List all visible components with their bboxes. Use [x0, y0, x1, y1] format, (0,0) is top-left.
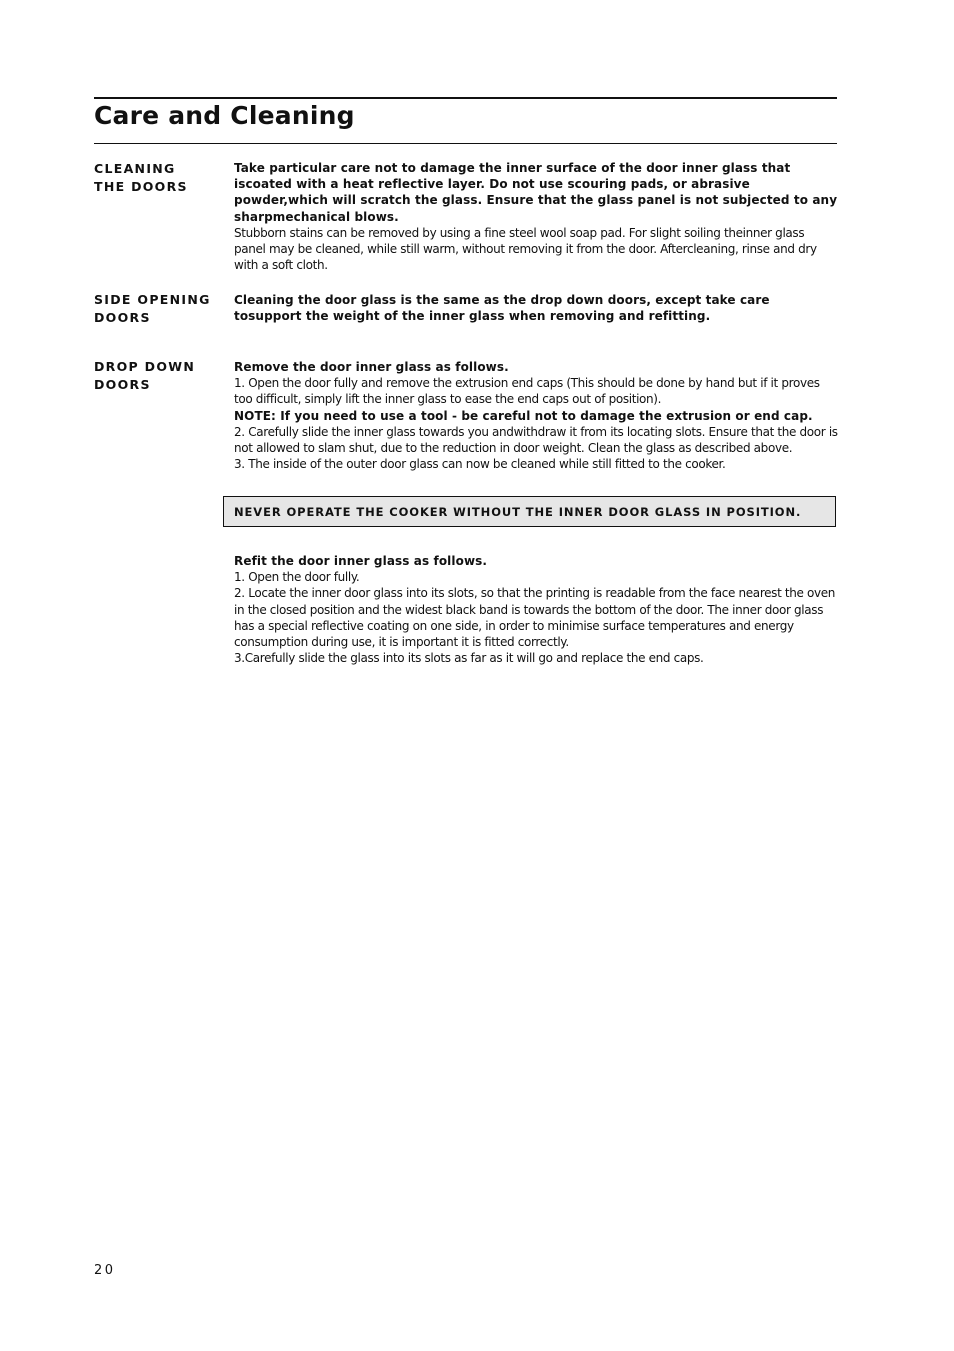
header-top-rule [94, 97, 837, 99]
section-body-cleaning [234, 160, 838, 273]
refit-heading: Refit the door inner glass as follows. [234, 554, 488, 568]
remove-step-2: 2. Carefully slide the inner glass towards you andwithdraw it from its locating slots. Ensure that the door is not allowed to slam shut, due to the reduction in door weight. Clean the glass as described above. [234, 424, 838, 456]
warning-box [223, 496, 836, 527]
side-opening-text: Cleaning the door glass is the same as the drop down doors, except take care tosupport the weight of the inner glass when removing and refitting. [234, 293, 770, 324]
cleaning-warning-text: Take particular care not to damage the inner surface of the door inner glass that iscoated with a heat reflective layer. Do not use scouring pads, or abrasive powder,which will scratch the glass. Ensure that the glass panel is not subjected to any sharpmechanical blows. [234, 161, 838, 224]
cleaning-instructions-text: Stubborn stains can be removed by using a fine steel wool soap pad. For slight soiling theinner glass panel may be cleaned, while still warm, without removing it from the door. Aftercleaning, rinse and dry with a soft cloth. [234, 225, 817, 273]
label-line: SIDE OPENING [94, 292, 211, 307]
label-line: DOORS [94, 376, 151, 392]
label-line: DROP DOWN [94, 359, 196, 374]
label-line: DOORS [94, 309, 151, 325]
section-body-drop-down-refit [234, 553, 838, 666]
page-number: 20 [94, 1263, 116, 1278]
label-line: CLEANING [94, 161, 176, 176]
section-body-drop-down-remove [234, 359, 838, 472]
warning-text: NEVER OPERATE THE COOKER WITHOUT THE INNER DOOR GLASS IN POSITION. [234, 505, 802, 519]
section-label-drop-down [94, 358, 224, 393]
refit-step-1: 1. Open the door fully. [234, 570, 360, 585]
refit-step-2: 2. Locate the inner door glass into its slots, so that the printing is readable from the face nearest the oven in the closed position and the widest black band is towards the bottom of the door. The inner door glass has a special reflective coating on one side, in order to minimise surface temperatures and energy consumption during use, it is important it is fitted correctly. [234, 586, 836, 650]
section-label-side-opening [94, 291, 224, 326]
remove-step-3: 3. The inside of the outer door glass can now be cleaned while still fitted to the cooker. [234, 457, 726, 472]
remove-heading: Remove the door inner glass as follows. [234, 360, 509, 374]
header-bottom-rule [94, 143, 837, 144]
section-label-cleaning [94, 160, 224, 195]
label-line: THE DOORS [94, 178, 188, 194]
section-body-side-opening [234, 292, 838, 324]
page-title: Care and Cleaning [94, 101, 355, 130]
remove-step-1: 1. Open the door fully and remove the extrusion end caps (This should be done by hand but if it proves too difficult, simply lift the inner glass to ease the end caps out of position). [234, 376, 820, 407]
refit-step-3: 3.Carefully slide the glass into its slots as far as it will go and replace the end caps. [234, 651, 704, 666]
remove-note: NOTE: If you need to use a tool - be careful not to damage the extrusion or end cap. [234, 408, 813, 423]
